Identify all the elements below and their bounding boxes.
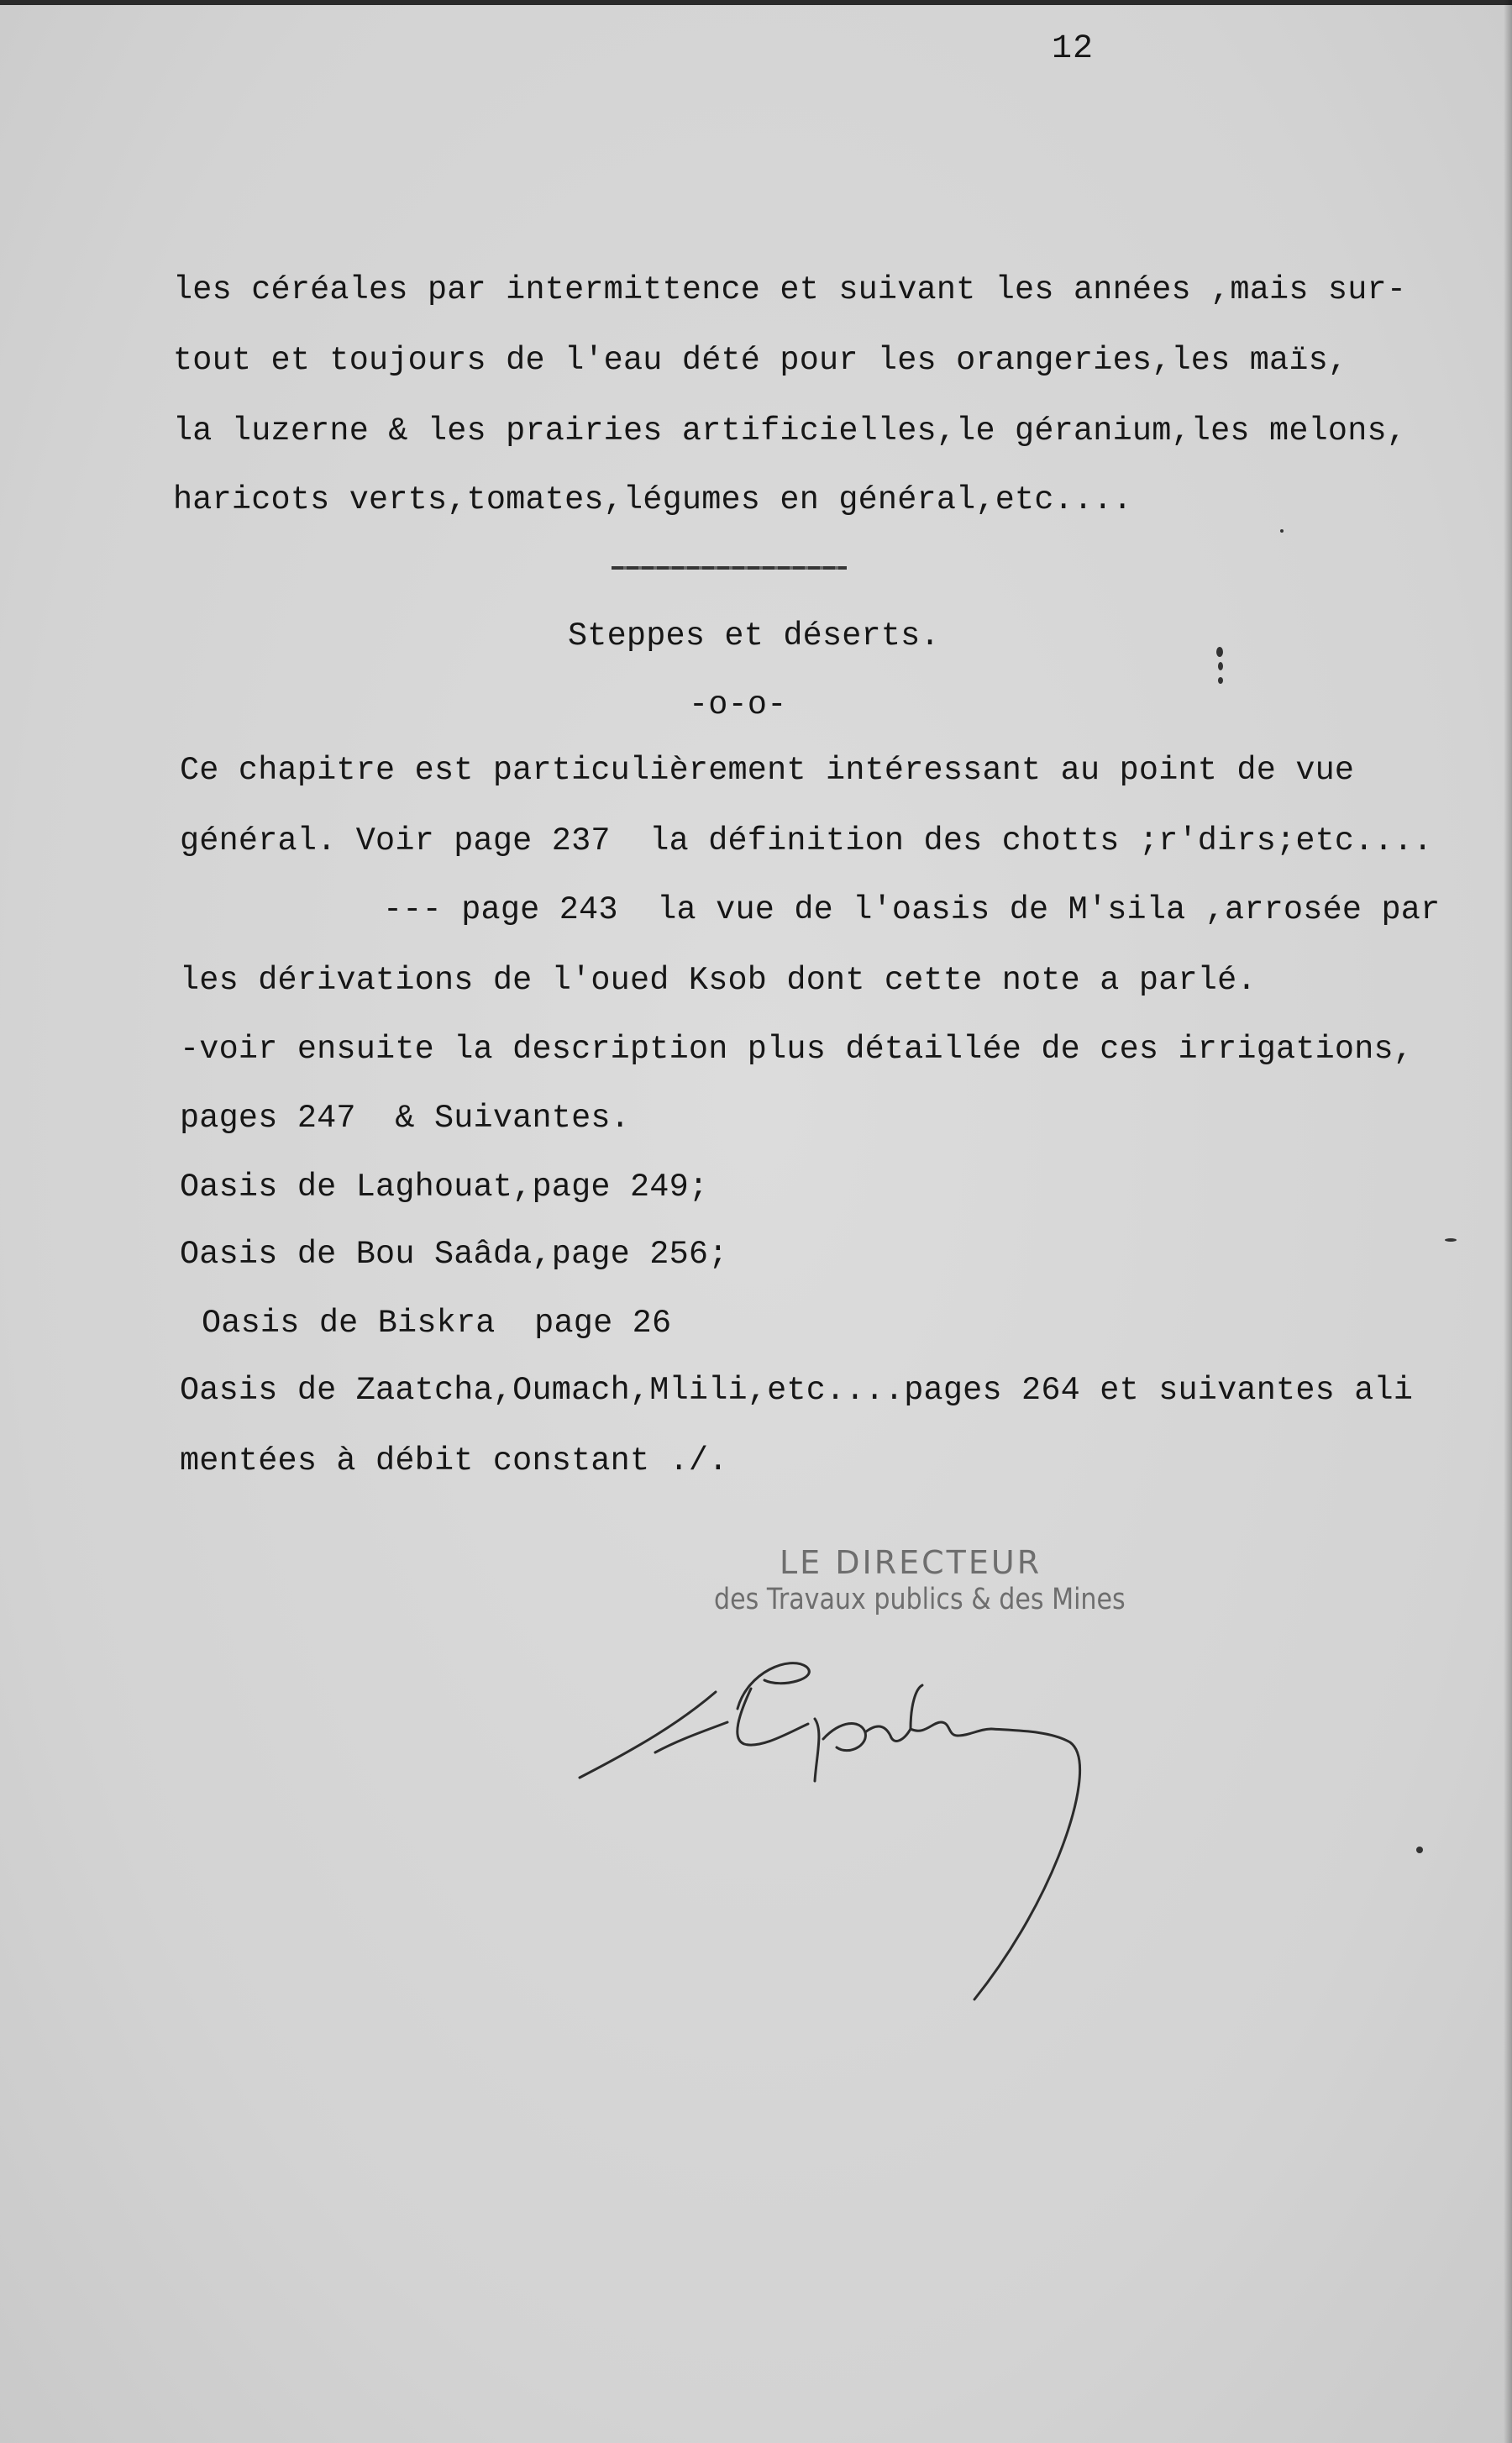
section-ornament: -o-o-	[689, 686, 787, 723]
ink-speck	[1218, 662, 1223, 670]
text-line-2: tout et toujours de l'eau dété pour les orangeries,les maïs,	[173, 342, 1348, 379]
text-line-14: Oasis de Bou Saâda,page 256;	[180, 1236, 728, 1273]
text-line-15: Oasis de Biskra page 26	[202, 1305, 672, 1342]
text-line-13: Oasis de Laghouat,page 249;	[180, 1169, 709, 1206]
text-line-1: les céréales par intermittence et suivant les années ,mais sur-	[173, 271, 1407, 308]
stamp-subtitle: des Travaux publics & des Mines	[714, 1583, 1126, 1616]
section-heading: Steppes et déserts.	[568, 617, 940, 654]
text-line-7: Ce chapitre est particulièrement intéressant au point de vue	[180, 752, 1355, 789]
text-line-9: --- page 243 la vue de l'oasis de M'sila ,arrosée par	[383, 891, 1441, 928]
page-shadow	[1504, 0, 1512, 2443]
text-line-3: la luzerne & les prairies artificielles,le géranium,les melons,	[173, 412, 1407, 449]
text-line-4: haricots verts,tomates,légumes en général,etc....	[173, 481, 1132, 518]
text-line-16: Oasis de Zaatcha,Oumach,Mlili,etc....pages 264 et suivantes ali	[180, 1372, 1414, 1409]
ink-speck	[1216, 647, 1223, 657]
stamp-title: LE DIRECTEUR	[780, 1544, 1042, 1581]
ink-speck	[1280, 529, 1284, 533]
handwritten-signature	[571, 1638, 1159, 2008]
text-line-11: -voir ensuite la description plus détaillée de ces irrigations,	[180, 1031, 1414, 1068]
ink-speck	[1416, 1847, 1423, 1853]
text-line-17: mentées à débit constant ./.	[180, 1442, 728, 1479]
scan-edge	[0, 0, 1512, 5]
text-line-10: les dérivations de l'oued Ksob dont cette note a parlé.	[180, 962, 1257, 999]
ink-speck	[1218, 677, 1223, 684]
section-divider	[612, 566, 847, 570]
text-line-12: pages 247 & Suivantes.	[180, 1100, 630, 1137]
ink-speck	[1445, 1238, 1457, 1242]
text-line-8: général. Voir page 237 la définition des chotts ;r'dirs;etc....	[180, 822, 1433, 859]
page-number: 12	[1052, 30, 1095, 68]
